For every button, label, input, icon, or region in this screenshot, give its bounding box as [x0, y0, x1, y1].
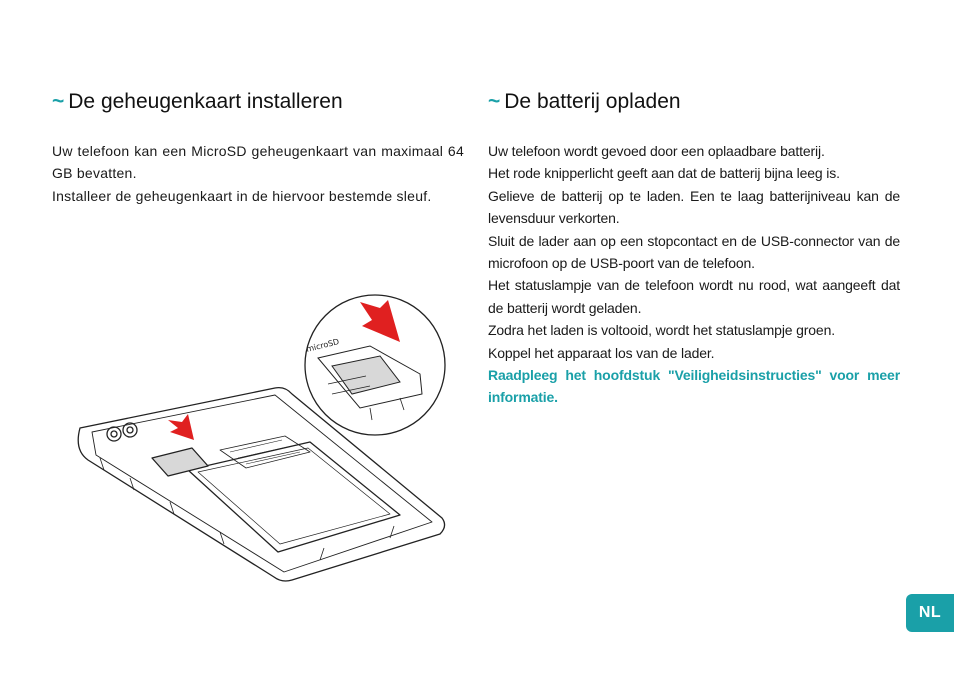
language-tab: NL [906, 594, 954, 632]
section-battery-charging [488, 88, 900, 409]
heading-tilde: ~ [52, 90, 65, 113]
phone-microsd-illustration [70, 290, 460, 590]
section-title-memory-card: ~ De geheugenkaart installeren [52, 90, 343, 113]
battery-text [488, 140, 900, 409]
heading-tilde: ~ [488, 90, 501, 113]
paragraph: Het statuslampje van de telefoon wordt nu rood, wat aangeeft dat de batterij wordt geladen. [488, 277, 900, 316]
paragraph: Uw telefoon wordt gevoed door een oplaadbare batterij. [488, 143, 825, 159]
safety-note: Raadpleeg het hoofdstuk "Veiligheidsinstructies" voor meer informatie. [488, 367, 900, 406]
paragraph: Sluit de lader aan op een stopcontact en de USB-connector van de microfoon op de USB-poort van de telefoon. [488, 232, 900, 272]
memory-card-text [52, 140, 464, 207]
paragraph: Gelieve de batterij op te laden. Een te laag batterijniveau kan de levensduur verkorten. [488, 187, 900, 227]
section-title-battery: ~ De batterij opladen [488, 90, 681, 113]
paragraph: Koppel het apparaat los van de lader. [488, 344, 715, 361]
paragraph: Installeer de geheugenkaart in de hiervoor bestemde sleuf. [52, 187, 432, 204]
microsd-label: microSD [305, 337, 341, 354]
paragraph: Het rode knipperlicht geeft aan dat de batterij bijna leeg is. [488, 165, 840, 182]
arrow-icon [168, 414, 194, 440]
paragraph: Zodra het laden is voltooid, wordt het statuslampje groen. [488, 322, 835, 339]
paragraph: Uw telefoon kan een MicroSD geheugenkaart van maximaal 64 GB bevatten. [52, 143, 464, 182]
battery-compartment [188, 442, 400, 552]
section-memory-card [52, 88, 464, 207]
